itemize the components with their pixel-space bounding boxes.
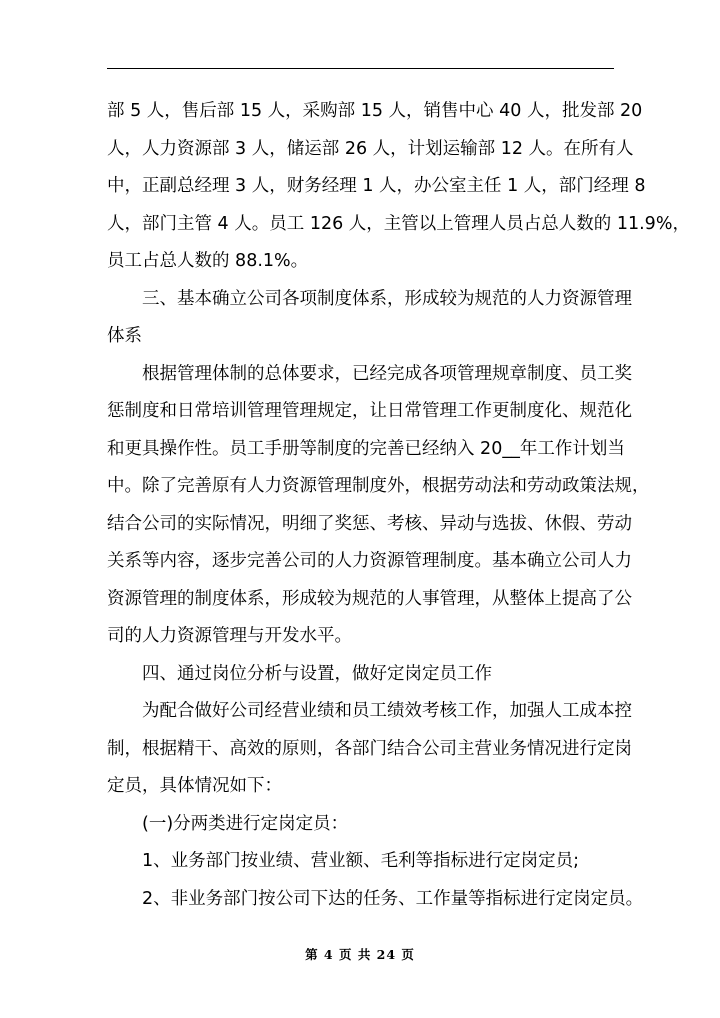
- section-heading-4: 四、通过岗位分析与设置，做好定岗定员工作: [142, 663, 492, 684]
- document-body: [107, 93, 690, 918]
- text-line: 员工占总人数的 88.1%。: [107, 251, 309, 271]
- header-rule: [107, 68, 614, 69]
- text-line: 部 5 人，售后部 15 人，采购部 15 人，销售中心 40 人，批发部 20: [107, 101, 643, 121]
- text-line: 惩制度和日常培训管理管理规定，让日常管理工作更制度化、规范化: [107, 401, 632, 421]
- text-line: 定员，具体情况如下：: [107, 776, 282, 796]
- list-item: 1、业务部门按业绩、营业额、毛利等指标进行定岗定员;: [142, 851, 580, 871]
- text-line: 结合公司的实际情况，明细了奖惩、考核、异动与选拔、休假、劳动: [107, 513, 632, 534]
- text-line: 中。除了完善原有人力资源管理制度外，根据劳动法和劳动政策法规，: [107, 476, 650, 496]
- section-heading-3: 三、基本确立公司各项制度体系，形成较为规范的人力资源管理: [142, 288, 632, 309]
- text-line: 制，根据精干、高效的原则，各部门结合公司主营业务情况进行定岗: [107, 738, 632, 759]
- text-line: 人，人力资源部 3 人，储运部 26 人，计划运输部 12 人。在所有人: [107, 138, 634, 159]
- text-line: 和更具操作性。员工手册等制度的完善已经纳入 20__年工作计划当: [107, 438, 625, 459]
- list-item: 2、非业务部门按公司下达的任务、工作量等指标进行定岗定员。: [142, 888, 644, 909]
- text-line: 资源管理的制度体系，形成较为规范的人事管理，从整体上提高了公: [107, 588, 632, 609]
- text-line: 关系等内容，逐步完善公司的人力资源管理制度。基本确立公司人力: [107, 551, 632, 571]
- page-footer: 第 4 页 共 24 页: [305, 947, 415, 962]
- text-line: 司的人力资源管理与开发水平。: [107, 626, 352, 646]
- text-line: 人，部门主管 4 人。员工 126 人，主管以上管理人员占总人数的 11.9%，: [107, 213, 690, 234]
- list-heading: (一)分两类进行定岗定员：: [142, 813, 349, 834]
- text-line: 根据管理体制的总体要求，已经完成各项管理规章制度、员工奖: [142, 363, 632, 384]
- text-line: 中，正副总经理 3 人，财务经理 1 人，办公室主任 1 人，部门经理 8: [107, 176, 646, 196]
- text-line: 为配合做好公司经营业绩和员工绩效考核工作，加强人工成本控: [142, 701, 632, 721]
- section-heading-3-cont: 体系: [107, 326, 142, 346]
